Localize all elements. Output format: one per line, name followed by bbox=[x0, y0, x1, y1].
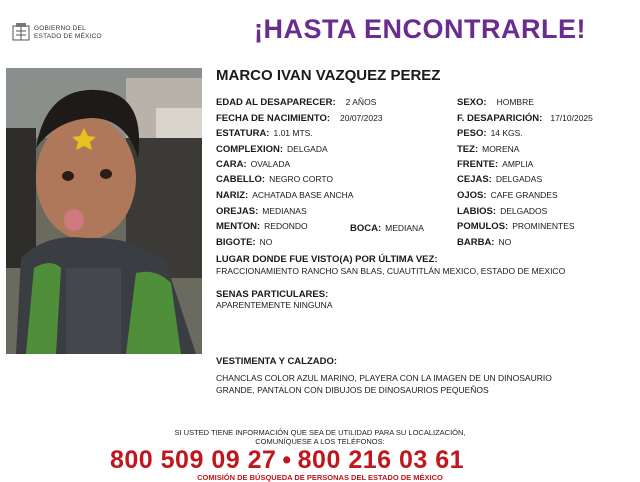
field-bigote bbox=[216, 236, 272, 249]
field-label: MENTON: bbox=[216, 221, 261, 232]
field-label: CABELLO: bbox=[216, 174, 266, 185]
field-label: EDAD AL DESAPARECER: bbox=[216, 97, 336, 108]
field-value: DELGADOS bbox=[500, 206, 548, 216]
field-estatura bbox=[216, 127, 313, 140]
field-value: CAFE GRANDES bbox=[490, 190, 558, 200]
field-value: 14 KGS. bbox=[490, 128, 523, 138]
field-sexo bbox=[457, 96, 534, 109]
field-value: DELGADA bbox=[287, 144, 328, 154]
field-value: ACHATADA BASE ANCHA bbox=[252, 190, 354, 200]
field-pomulos bbox=[457, 220, 575, 233]
field-fecha-desaparicion bbox=[457, 112, 593, 125]
field-cejas bbox=[457, 173, 542, 186]
field-value: PROMINENTES bbox=[512, 221, 575, 231]
field-value: REDONDO bbox=[264, 221, 308, 231]
phone-number-1[interactable]: 800 509 09 27 bbox=[110, 446, 277, 474]
field-value: MEDIANA bbox=[385, 223, 424, 233]
field-value: AMPLIA bbox=[502, 159, 534, 169]
field-label: F. DESAPARICIÓN: bbox=[457, 113, 543, 124]
field-frente bbox=[457, 158, 533, 171]
field-value: MEDIANAS bbox=[262, 206, 307, 216]
phone-number-2[interactable]: 800 216 03 61 bbox=[297, 446, 465, 474]
contact-instructions bbox=[0, 428, 640, 446]
field-value: NO bbox=[259, 237, 273, 247]
field-value: NO bbox=[498, 237, 512, 247]
field-label: POMULOS: bbox=[457, 221, 509, 232]
clothing-line1: CHANCLAS COLOR AZUL MARINO, PLAYERA CON LA IMAGEN DE UN DINOSAURIO bbox=[216, 373, 552, 383]
field-value: 2 AÑOS bbox=[345, 97, 377, 107]
field-value: NEGRO CORTO bbox=[269, 174, 333, 184]
phone-separator: • bbox=[282, 446, 292, 474]
field-label: COMPLEXION: bbox=[216, 144, 284, 155]
state-seal-icon bbox=[12, 22, 30, 42]
field-labios bbox=[457, 205, 547, 218]
contact-line1: SI USTED TIENE INFORMACIÓN QUE SEA DE UTILIDAD PARA SU LOCALIZACIÓN, bbox=[174, 428, 466, 437]
field-value: HOMBRE bbox=[496, 97, 534, 107]
field-label: LABIOS: bbox=[457, 206, 497, 217]
field-label: FRENTE: bbox=[457, 159, 499, 170]
field-label: OJOS: bbox=[457, 190, 487, 201]
missing-person-photo bbox=[6, 68, 202, 354]
person-name: MARCO IVAN VAZQUEZ PEREZ bbox=[216, 67, 441, 84]
field-value: MORENA bbox=[482, 144, 520, 154]
field-value: 1.01 MTS. bbox=[273, 128, 313, 138]
field-value: OVALADA bbox=[250, 159, 291, 169]
field-label: FECHA DE NACIMIENTO: bbox=[216, 113, 330, 124]
field-boca bbox=[350, 222, 424, 235]
field-value: DELGADAS bbox=[495, 174, 543, 184]
field-tez bbox=[457, 143, 519, 156]
field-label: CARA: bbox=[216, 159, 247, 170]
field-ojos bbox=[457, 189, 558, 202]
field-barba bbox=[457, 236, 511, 249]
field-label: OREJAS: bbox=[216, 206, 259, 217]
contact-line2: COMUNÍQUESE A LOS TELÉFONOS: bbox=[255, 437, 385, 446]
field-peso bbox=[457, 127, 523, 140]
field-nariz bbox=[216, 189, 353, 202]
field-edad bbox=[216, 96, 376, 109]
field-label: CEJAS: bbox=[457, 174, 492, 185]
field-cara bbox=[216, 158, 290, 171]
headline: ¡HASTA ENCONTRARLE! bbox=[254, 14, 586, 44]
phone-numbers bbox=[110, 446, 464, 475]
field-value: 20/07/2023 bbox=[340, 113, 383, 123]
field-label: TEZ: bbox=[457, 144, 479, 155]
field-label: BIGOTE: bbox=[216, 237, 256, 248]
field-menton bbox=[216, 220, 308, 233]
field-complexion bbox=[216, 143, 328, 156]
particular-signs-label: SENAS PARTICULARES: bbox=[216, 289, 329, 300]
field-cabello bbox=[216, 173, 333, 186]
field-label: PESO: bbox=[457, 128, 487, 139]
field-label: ESTATURA: bbox=[216, 128, 270, 139]
logo-text-line2: ESTADO DE MÉXICO bbox=[34, 32, 102, 40]
last-seen-value: FRACCIONAMIENTO RANCHO SAN BLAS, CUAUTITLÁN MEXICO, ESTADO DE MEXICO bbox=[216, 266, 566, 276]
field-orejas bbox=[216, 205, 307, 218]
field-fecha-nacimiento bbox=[216, 112, 383, 125]
particular-signs-value: APARENTEMENTE NINGUNA bbox=[216, 300, 333, 310]
field-label: SEXO: bbox=[457, 97, 487, 108]
field-label: BOCA: bbox=[350, 223, 382, 234]
field-label: NARIZ: bbox=[216, 190, 249, 201]
footer-commission: COMISIÓN DE BÚSQUEDA DE PERSONAS DEL ESTADO DE MÉXICO bbox=[197, 473, 443, 482]
state-government-logo bbox=[12, 22, 122, 46]
field-label: BARBA: bbox=[457, 237, 495, 248]
logo-text bbox=[34, 25, 102, 40]
clothing-line2: GRANDE, PANTALON CON DIBUJOS DE DINOSAURIOS PEQUEÑOS bbox=[216, 385, 489, 395]
last-seen-label: LUGAR DONDE FUE VISTO(A) POR ÚLTIMA VEZ: bbox=[216, 254, 438, 265]
field-value: 17/10/2025 bbox=[550, 113, 593, 123]
logo-text-line1: GOBIERNO DEL bbox=[34, 25, 86, 32]
clothing-label: VESTIMENTA Y CALZADO: bbox=[216, 356, 338, 367]
